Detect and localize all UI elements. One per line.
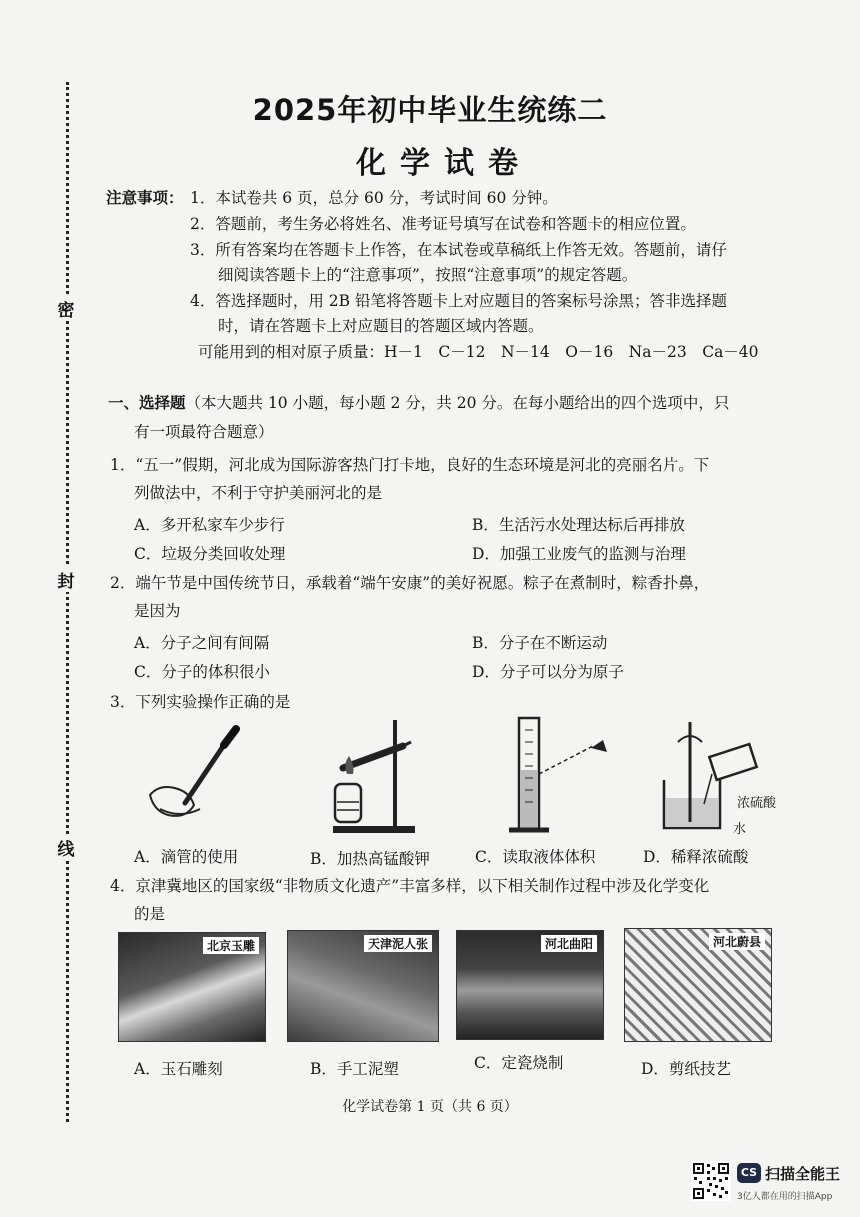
q1-option-c: C．垃圾分类回收处理 bbox=[134, 545, 286, 563]
liquid-column bbox=[520, 770, 538, 828]
q1-option-b: B．生活污水处理达标后再排放 bbox=[472, 516, 685, 534]
label-concentrated-acid: 浓硫酸 bbox=[737, 796, 777, 811]
section-heading bbox=[108, 393, 729, 413]
finger-lines bbox=[160, 809, 200, 814]
q1-stem-line-1: 1．“五一”假期，河北成为国际游客热门打卡地，良好的生态环境是河北的亮丽名片。下 bbox=[110, 456, 710, 474]
photo-clay-figurine bbox=[287, 930, 439, 1042]
cs-logo: CS bbox=[737, 1163, 761, 1183]
q2-option-a: A．分子之间有间隔 bbox=[134, 634, 270, 652]
alcohol-lamp bbox=[335, 784, 361, 822]
photo-jade-carving bbox=[118, 932, 266, 1042]
q4-stem-line-2: 的是 bbox=[134, 905, 166, 923]
qr-code-icon bbox=[691, 1161, 731, 1201]
dropper-tube bbox=[185, 739, 228, 803]
cylinder-figure bbox=[505, 712, 620, 837]
q2-option-d: D．分子可以分为原子 bbox=[472, 663, 624, 681]
notice-item-3: 3．所有答案均在答题卡上作答，在本试卷或草稿纸上作答无效。答题前，请仔 bbox=[190, 241, 727, 259]
q1-option-d: D．加强工业废气的监测与治理 bbox=[472, 545, 686, 563]
q3-option-d: D．稀释浓硫酸 bbox=[643, 848, 749, 866]
section-heading-lead: 一、选择题 bbox=[108, 394, 186, 412]
lamp-lines bbox=[337, 802, 359, 810]
subject-title: 化学试卷 bbox=[356, 146, 532, 181]
q3-option-c: C．读取液体体积 bbox=[475, 848, 596, 866]
q4-option-c: C．定瓷烧制 bbox=[474, 1054, 564, 1072]
flame bbox=[345, 756, 353, 774]
sight-line bbox=[539, 746, 593, 774]
page-footer: 化学试卷第 1 页（共 6 页） bbox=[342, 1099, 518, 1115]
q1-option-a: A．多开私家车少步行 bbox=[134, 516, 285, 534]
dropper-bulb bbox=[224, 729, 236, 745]
notice-item-1: 1．本试卷共 6 页，总分 60 分，考试时间 60 分钟。 bbox=[190, 189, 558, 207]
dilution-figure bbox=[650, 712, 765, 837]
photo-label-clay: 天津泥人张 bbox=[364, 935, 432, 952]
exam-title: 2025年初中毕业生统练二 bbox=[252, 93, 608, 127]
iron-stand-base bbox=[333, 826, 415, 833]
photo-paper-cutting bbox=[624, 928, 772, 1042]
photo-ding-porcelain bbox=[456, 930, 604, 1040]
section-heading-rest: （本大题共 10 小题，每小题 2 分，共 20 分。在每小题给出的四个选项中，只 bbox=[185, 394, 730, 412]
water-in-beaker bbox=[666, 798, 718, 827]
q2-stem-line-2: 是因为 bbox=[134, 602, 181, 620]
q2-stem-line-1: 2．端午节是中国传统节日，承载着“端午安康”的美好祝愿。粽子在煮制时，粽香扑鼻， bbox=[110, 574, 710, 592]
notice-item-4-cont: 时，请在答题卡上对应题目的答题区域内答题。 bbox=[218, 317, 544, 335]
seal-char-mi: 密 bbox=[54, 296, 78, 321]
photo-label-papercut: 河北蔚县 bbox=[709, 933, 765, 950]
notice-label: 注意事项： bbox=[106, 189, 184, 207]
q4-stem-line-1: 4．京津冀地区的国家级“非物质文化遗产”丰富多样，以下相关制作过程中涉及化学变化 bbox=[110, 877, 710, 895]
eye-icon bbox=[591, 740, 607, 752]
photo-label-jade: 北京玉雕 bbox=[203, 937, 259, 954]
photo-label-porcelain: 河北曲阳 bbox=[541, 935, 597, 952]
q1-stem-line-2: 列做法中，不利于守护美丽河北的是 bbox=[134, 484, 383, 502]
q3-option-a: A．滴管的使用 bbox=[134, 848, 239, 866]
heating-figure bbox=[325, 712, 445, 837]
acid-bottle bbox=[709, 744, 756, 780]
scanner-brand: 扫描全能王 bbox=[765, 1165, 841, 1183]
seal-char-xian: 线 bbox=[54, 835, 78, 860]
notice-item-3-cont: 细阅读答题卡上的“注意事项”，按照“注意事项”的规定答题。 bbox=[218, 266, 638, 284]
q2-option-b: B．分子在不断运动 bbox=[472, 634, 608, 652]
q3-option-b: B．加热高锰酸钾 bbox=[310, 850, 430, 868]
binding-dotted-line bbox=[66, 82, 69, 1122]
scanner-tagline: 3亿人都在用的扫描App bbox=[737, 1192, 833, 1202]
seal-char-feng: 封 bbox=[54, 567, 78, 592]
q3-stem: 3．下列实验操作正确的是 bbox=[110, 693, 291, 711]
q4-option-a: A．玉石雕刻 bbox=[134, 1060, 223, 1078]
q2-option-c: C．分子的体积很小 bbox=[134, 663, 270, 681]
q4-option-b: B．手工泥塑 bbox=[310, 1060, 399, 1078]
notice-item-2: 2．答题前，考生务必将姓名、准考证号填写在试卷和答题卡的相应位置。 bbox=[190, 215, 696, 233]
notice-item-4: 4．答选择题时，用 2B 铅笔将答题卡上对应题目的答案标号涂黑；答非选择题 bbox=[190, 292, 727, 310]
dropper-figure bbox=[130, 725, 250, 835]
label-water: 水 bbox=[733, 822, 747, 837]
q4-option-d: D．剪纸技艺 bbox=[641, 1060, 731, 1078]
section-heading-cont: 有一项最符合题意） bbox=[134, 423, 274, 441]
atomic-mass-line: 可能用到的相对原子质量：H－1 C－12 N－14 O－16 Na－23 Ca－40 bbox=[198, 343, 759, 361]
